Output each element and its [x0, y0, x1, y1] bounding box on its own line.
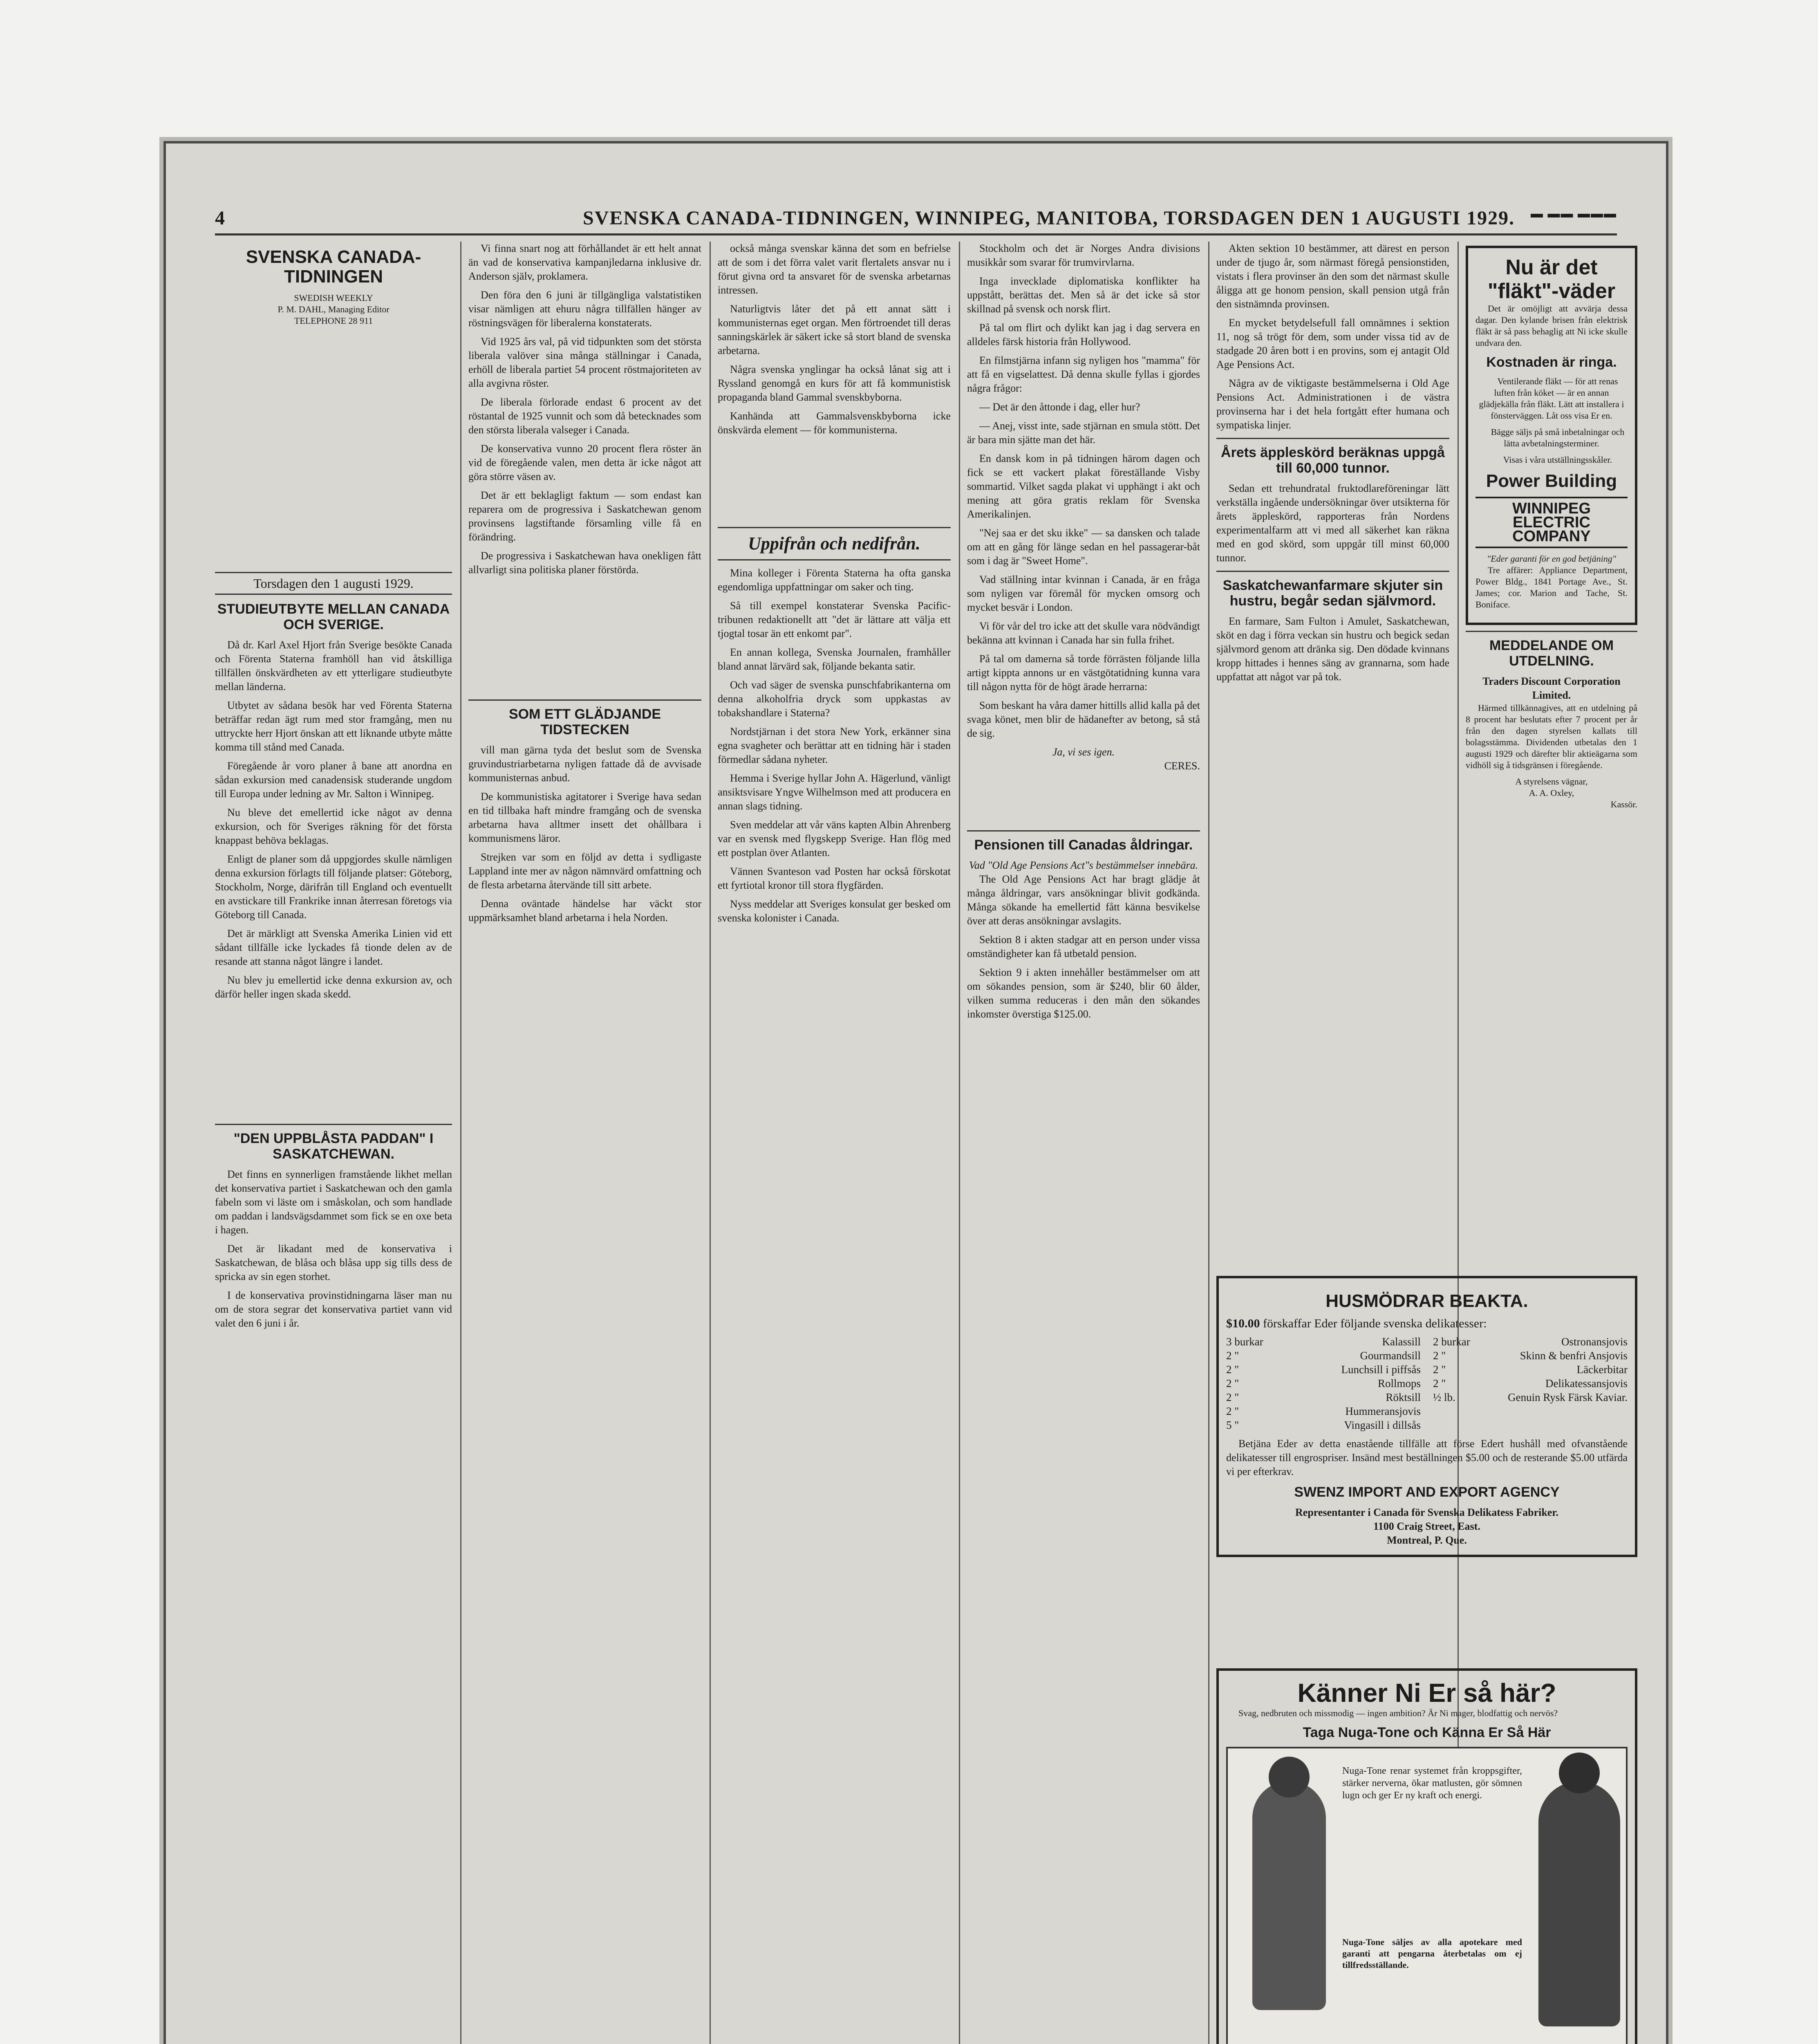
paragraph: Stockholm och det är Norges Andra divisions musikkår som svarar för trumvirvlarna.	[967, 242, 1200, 268]
ad-text: Det är omöjligt att avvärja dessa dagar. Den kylande brisen från elektrisk fläkt är så pass behaglig att Ni icke skulle undvara den.	[1475, 303, 1628, 348]
paragraph: också många svenskar känna det som en befrielse att de som i det förra valet varit flertalets ansvar nu i förut givna ord ta ansvaret för de svenska arbetarnas intressen.	[718, 242, 951, 296]
paragraph: Denna oväntade händelse har väckt stor uppmärksamhet bland arbetarna i hela Norden.	[468, 898, 701, 923]
article-subtitle: Vad "Old Age Pensions Act"s bestämmelser innebära.	[969, 859, 1198, 871]
nuga-guarantee: Nuga-Tone säljes av alla apotekare med garanti att pengarna återbetalas om ej tillfredsställande.	[1342, 1937, 1522, 1970]
paper-editor: P. M. DAHL, Managing Editor	[278, 304, 390, 314]
paragraph: Akten sektion 10 bestämmer, att därest en person under de tjugo år, som närmast föregå pensionstiden, vistats i flera provinser än den som det närmast skulle åligga att ge honom pension, skall pension utgå från den sistnämnda provinsen.	[1216, 242, 1449, 310]
paragraph: Och vad säger de svenska punschfabrikanterna om denna alkoholfria dryck som uppkastas av tobakshandlare i Staterna?	[718, 679, 951, 719]
paragraph: Det är likadant med de konservativa i Saskatchewan, de blåsa och blåsa upp sig tills dess de spricka av sin egen storhet.	[215, 1243, 452, 1282]
column-2	[468, 242, 701, 930]
ad-note: Bägge säljs på små inbetalningar och lätta avbetalningsterminer.	[1491, 427, 1625, 448]
notice-title: MEDDELANDE OM UTDELNING.	[1489, 638, 1614, 669]
notice-role: Kassör.	[1610, 799, 1637, 809]
paragraph: Sedan ett trehundratal fruktodlareföreningar lätt verkställa ingående undersökningar över utsikterna för årets äppleskörd, rapporteras från Nordens experimentalfarm att vi med all säkerhet kan räkna med en god skörd, som uppgår till minst 60,000 tunnor.	[1216, 482, 1449, 564]
paragraph: På tal om flirt och dylikt kan jag i dag servera en alldeles färsk historia från Hollywood.	[967, 322, 1200, 347]
paragraph: På tal om damerna så torde förrästen följande lilla artigt kippta annons ur en västgötatidning kunna vara till någon nytta för de högt ärade herrarna:	[967, 653, 1200, 693]
menu-item: 2 " Läckerbitar	[1433, 1363, 1628, 1376]
menu-item: 2 " Röktsill	[1226, 1391, 1421, 1403]
divider	[718, 559, 951, 560]
article-title: STUDIEUTBYTE MELLAN CANADA OCH SVERIGE.	[217, 601, 450, 632]
paragraph: Så till exempel konstaterar Svenska Pacific-tribunen redaktionellt att "det är lättare att välja ett tjogtal tosar än ett enkomt par".	[718, 600, 951, 639]
article-body	[215, 638, 452, 1001]
ad-building: Power Building	[1486, 471, 1617, 491]
figure-woman-left	[1252, 1781, 1326, 2010]
column-rule	[710, 242, 711, 2044]
paragraph: — Det är den åttonde i dag, eller hur?	[979, 401, 1140, 413]
column-rule	[460, 242, 461, 2044]
paragraph: Några av de viktigaste bestämmelserna i Old Age Pensions Act. Administrationen i de västra provinserna har i det hela fortgått efter humana och sympatiska linjer.	[1216, 377, 1449, 431]
paragraph: vill man gärna tyda det beslut som de Svenska gruvindustriarbetarna nyligen fattade då de avvisade kommunisternas anbud.	[468, 744, 701, 784]
article-title: SOM ETT GLÄDJANDE TIDSTECKEN	[508, 706, 661, 737]
menu-item: 2 " Hummeransjovis	[1226, 1405, 1421, 1417]
menu-item: 2 " Skinn & benfri Ansjovis	[1433, 1349, 1628, 1362]
delicatessen-ad	[1216, 1272, 1637, 1561]
menu-item: 5 " Vingasill i dillsås	[1226, 1419, 1421, 1431]
column-4	[967, 242, 1200, 1026]
newspaper-page	[163, 141, 1668, 2044]
article-title: Pensionen till Canadas åldringar.	[974, 837, 1193, 853]
paragraph: Det är märkligt att Svenska Amerika Linien vid ett sådant tillfälle icke lyckades få tionde delen av de resande att stanna något längre i landet.	[215, 928, 452, 967]
paragraph: Strejken var som en följd av detta i sydligaste Lappland inte mer av någon nämnvärd omfattning och de flesta arbetarna återvände till sitt arbete.	[468, 851, 701, 891]
agency-rep: Representanter i Canada för Svenska Delikatess Fabriker.	[1295, 1506, 1558, 1518]
masthead-title: SVENSKA CANADA-TIDNINGEN, WINNIPEG, MANITOBA, TORSDAGEN DEN 1 AUGUSTI 1929.	[583, 207, 1515, 229]
divider	[468, 699, 701, 701]
paragraph: The Old Age Pensions Act har bragt glädje åt många åldringar, vars ansökningar blivit godkända. Många sökande ha emellertid fått känna besvikelse över att deras ansökningar avslagits.	[967, 873, 1200, 927]
signature-name: CERES.	[1164, 760, 1200, 772]
paragraph: Hemma i Sverige hyllar John A. Hägerlund, vänligt ansiktsvisare Yngve Wilhelmson med att producera en annan slags tidning.	[718, 772, 951, 812]
paragraph: Utbytet av sådana besök har ved Förenta Staterna beträffar redan ägt rum med stor framgång, men nu uttryckte herr Hjort önskan att ett liknande utbyte måtte komma till stånd med Canada.	[215, 699, 452, 753]
agency-city: Montreal, P. Que.	[1387, 1534, 1467, 1546]
nuga-illustration	[1226, 1747, 1628, 2044]
paragraph: Sven meddelar att vår väns kapten Albin Ahrenberg var en svensk med flygskepp Sverige. Han flög med ett postplan över Atlanten.	[718, 819, 951, 858]
menu-left-list	[1226, 1335, 1421, 1432]
paragraph: De liberala förlorade endast 6 procent av det röstantal de 1925 vunnit och som då betecknades som den största liberala valseger i Canada.	[468, 396, 701, 436]
column-rule	[1208, 242, 1209, 2044]
paragraph: Vad ställning intar kvinnan i Canada, är en fråga som nyligen var föremål för mycken omsorg och mycket besvär i London.	[967, 574, 1200, 613]
paragraph: Kanhända att Gammalsvenskbyborna icke önskvärda element — för kommunisterna.	[718, 410, 951, 436]
article-body	[215, 1168, 452, 1330]
paragraph: Som beskant ha våra damer hittills allid kalla på det svaga könet, men blir de hädanefter av betong, så stå de sig.	[967, 699, 1200, 739]
issue-dateline: Torsdagen den 1 augusti 1929.	[215, 572, 452, 595]
paragraph: Det är ett beklagligt faktum — som endast kan reparera om de progressiva i Saskatchewan genom provinsens lagstiftande församling ville få en förändring.	[468, 489, 701, 543]
paragraph: Det finns en synnerligen framstående likhet mellan det konservativa partiet i Saskatchewan och den gamla fabeln som vi läste om i småskolan, och som handlade om paddan i landsvägsdammet som fick se en oxe beta i hagen.	[215, 1168, 452, 1236]
nuga-cta: Taga Nuga-Tone och Känna Er Så Här	[1303, 1725, 1551, 1740]
agency-name: SWENZ IMPORT AND EXPORT AGENCY	[1294, 1484, 1560, 1500]
ad-cost: Kostnaden är ringa.	[1486, 354, 1617, 370]
paragraph: "Nej saa er det sku ikke" — sa dansken och talade om att en gång för länge sedan en hel passagerar-båt som i dag är "Sweet Home".	[967, 527, 1200, 567]
figure-head-right	[1559, 1753, 1600, 1793]
paragraph: De kommunistiska agitatorer i Sverige hava sedan en tid tillbaka haft mindre framgång och de svenska arbetarna hava alltmer insett det ohållbara i kommunismens läror.	[468, 791, 701, 844]
column-3	[718, 242, 951, 930]
paper-subtitle: SWEDISH WEEKLY	[294, 293, 373, 303]
menu-right-list	[1433, 1335, 1628, 1432]
paragraph: Naturligtvis låter det på ett annat sätt i kommunisternas eget organ. Men förtroendet till deras sanningskärlek är säkert icke så stort bland de svenska arbetarna.	[718, 303, 951, 356]
menu-item: 2 " Rollmops	[1226, 1377, 1421, 1390]
paragraph: Några svenska ynglingar ha också lånat sig att i Ryssland genomgå en kurs för att få kommunistisk propaganda bland Gammal svenskbyborna.	[718, 363, 951, 403]
ad-stores: Tre affärer: Appliance Department, Power Bldg., 1841 Portage Ave., St. James; cor. Marion and Tache, St. Boniface.	[1475, 565, 1628, 610]
paragraph: Föregående år voro planer å bane att anordna en sådan exkursion med canadensisk studerande ungdom till Europa under ledning av Mr. Salton i Winnipeg.	[215, 760, 452, 800]
paragraph: Vi för vår del tro icke att det skulle vara nödvändigt bekänna att kvinnan i Canada har sin fulla frihet.	[967, 620, 1200, 646]
divider	[215, 1124, 452, 1125]
article-title: Saskatchewanfarmare skjuter sin hustru, begår sedan självmord.	[1222, 578, 1443, 609]
menu-footer: Betjäna Eder av detta enastående tillfälle att förse Edert hushåll med ofvanstående delikatesser till engrospriser. Insänd mest beställningen $5.00 och de resterande $5.00 utfärda vi per efterkrav.	[1226, 1438, 1628, 1477]
ad-slogan: "Eder garanti för en god betjäning"	[1487, 554, 1616, 564]
paragraph: Vid 1925 års val, på vid tidpunkten som det största liberala valöver sina många ställningar i Canada, erhöll de liberala partiet 54 procent röstmajoriteten av alla avgivna röster.	[468, 336, 701, 389]
divider	[718, 527, 951, 528]
divider	[1216, 571, 1449, 572]
notice-company: Traders Discount Corporation Limited.	[1482, 675, 1621, 701]
menu-item: 2 " Delikatessansjovis	[1433, 1377, 1628, 1390]
nuga-headline: Känner Ni Er så här?	[1297, 1678, 1556, 1708]
paragraph: Inga invecklade diplomatiska konflikter ha uppstått, berättas det. Men så är det icke så stor skillnad på svensk och norsk flirt.	[967, 275, 1200, 315]
paragraph: Vi finna snart nog att förhållandet är ett helt annat än vad de konservativa kampanjledarna inklusive dr. Anderson själv, proklamera.	[468, 242, 701, 282]
paragraph: Nu blev ju emellertid icke denna exkursion av, och därför heller ingen skada skedd.	[215, 974, 452, 1000]
figure-woman-right	[1538, 1781, 1620, 2026]
menu-item: 2 " Lunchsill i piffsås	[1226, 1363, 1421, 1376]
divider	[1466, 631, 1637, 632]
article-title: "DEN UPPBLÅSTA PADDAN" I SASKATCHEWAN.	[233, 1131, 434, 1162]
paragraph: Mina kolleger i Förenta Staterna ha ofta ganska egendomliga uppfattningar om saker och ting.	[718, 567, 951, 593]
figure-head-left	[1269, 1757, 1310, 1797]
column-rule	[959, 242, 960, 2044]
paragraph: Enligt de planer som då uppgjordes skulle nämligen denna exkursion förlagts till följande platser: Göteborg, Stockholm, Norge, därifrån till England och eventuellt en avstickare till Frankrike innan återresan företogs via Göteborg till Canada.	[215, 853, 452, 921]
notice-body: Härmed tillkännagives, att en utdelning på 8 procent har beslutats efter 7 procent per år från den dagen styrelsen kallats till bolagsstämma. Dividenden utbetalas den 1 augusti 1929 och därefter blir aktieägarna som vidhöll sig å tidsgränsen i föregående.	[1466, 703, 1637, 770]
paragraph: Sektion 8 i akten stadgar att en person under vissa omständigheter kan få utbetald pension.	[967, 934, 1200, 959]
electric-ad	[1466, 242, 1637, 810]
article-title: Årets äppleskörd beräknas uppgå till 60,000 tunnor.	[1221, 445, 1445, 476]
paper-telephone: TELEPHONE 28 911	[294, 316, 373, 326]
paragraph: I de konservativa provinstidningarna läser man nu om de stora segrar det konservativa partiet vann vid valet den 6 juni i år.	[215, 1289, 452, 1329]
paragraph: De progressiva i Saskatchewan hava onekligen fått allvarligt sina politiska planer förstörda.	[468, 550, 701, 576]
column-1	[215, 242, 452, 1335]
paragraph: Den föra den 6 juni är tillgängliga valstatistiken visar nämligen att ehuru några tillfällen hänger av röstningsvägen för liberalerna konstaterats.	[468, 289, 701, 329]
nuga-tone-ad-box	[1216, 1668, 1637, 2044]
company-logo: WINNIPEG ELECTRIC COMPANY	[1475, 497, 1628, 548]
nuga-sub: Svag, nedbruten och missmodig — ingen ambition? Är Ni mager, blodfattig och nervös?	[1238, 1708, 1558, 1718]
article-title: Uppifrån och nedifrån.	[748, 533, 920, 554]
paragraph: De konservativa vunno 20 procent flera röster än vid de föregående valen, men detta är icke något att göra större väsen av.	[468, 443, 701, 482]
paragraph: En farmare, Sam Fulton i Amulet, Saskatchewan, sköt en dag i förra veckan sin hustru och begick sedan självmord genom att dränka sig. Den dödade kvinnans kropp hittades i hennes säng av grannarna, som hade uppfattat att något var på tok.	[1216, 615, 1449, 683]
paragraph: Sektion 9 i akten innehåller bestämmelser om att om sökandes pension, som är $240, blir 60 ålder, vilken summa reduceras i den mån den sökandes inkomster överstiga $125.00.	[967, 966, 1200, 1020]
page-masthead	[215, 205, 1617, 235]
paragraph: En annan kollega, Svenska Journalen, framhåller bland annat lärvärd sak, följande bekanta satir.	[718, 646, 951, 672]
notice-signed: A styrelsens vägnar,	[1515, 776, 1588, 787]
menu-intro: förskaffar Eder följande svenska delikatesser:	[1263, 1317, 1487, 1330]
paper-nameplate: SVENSKA CANADA-TIDNINGEN	[246, 247, 421, 287]
paragraph: Då dr. Karl Axel Hjort från Sverige besökte Canada och Förenta Staterna framhöll han vid åtskilliga tillfällen önskvärdheten av ett ytterligare studieutbyte mellan länderna.	[215, 639, 452, 693]
column-5	[1216, 242, 1449, 986]
delicatessen-ad-box	[1216, 1276, 1637, 1557]
paragraph: Nordstjärnan i det stora New York, erkänner sina egna svagheter och berättar att en tidning här i staden förmedlar sådana nyheter.	[718, 726, 951, 765]
paragraph: Nu bleve det emellertid icke något av denna exkursion, och för Sveriges räkning för det första knappast behöva beklagas.	[215, 807, 452, 846]
menu-item: 2 " Gourmandsill	[1226, 1349, 1421, 1362]
paragraph: En dansk kom in på tidningen härom dagen och fick se ett vackert plakat föreställande Visby sommartid. Vilket sagda plakat vi upphängt i akt och mening att göra gratis reklam för Svenska Amerikalinjen.	[967, 453, 1200, 520]
menu-item: ½ lb. Genuin Rysk Färsk Kaviar.	[1433, 1391, 1628, 1403]
paragraph: Vännen Svanteson vad Posten har också förskotat ett fyrtiotal kronor till stora flygfärden.	[718, 865, 951, 891]
notice-name: A. A. Oxley,	[1529, 788, 1574, 798]
paragraph: Nyss meddelar att Sveriges konsulat ger besked om svenska kolonister i Canada.	[718, 898, 951, 924]
masthead-marks: ▬ ▬▬ ▬▬▬	[1531, 207, 1617, 220]
nuga-tone-ad	[1216, 1664, 1637, 2044]
nuga-body: Nuga-Tone renar systemet från kroppsgifter, stärker nerverna, ökar matlusten, gör sömnen lugn och ger Er ny kraft och energi.	[1342, 1766, 1522, 1801]
paragraph: En filmstjärna infann sig nyligen hos "mamma" för att få en vigselattest. Då denna skulle fyllas i gjordes några frågor:	[967, 354, 1200, 394]
menu-item: 3 burkar Kalassill	[1226, 1336, 1421, 1348]
ad-headline: Nu är det "fläkt"-väder	[1487, 256, 1616, 303]
ad-details: Ventilerande fläkt — för att renas luften från köket — är en annan glädjekälla från fläkt. Lätt att installera i fönsterväggen. Låt oss visa Er en.	[1479, 376, 1624, 421]
menu-price: $10.00	[1226, 1317, 1260, 1330]
divider	[967, 830, 1200, 831]
divider	[1216, 438, 1449, 439]
ad-show: Visas i våra utställningsskåler.	[1503, 455, 1612, 465]
signature-line: Ja, vi ses igen.	[1052, 746, 1115, 758]
paragraph: En mycket betydelsefull fall omnämnes i sektion 11, nog så trögt för dem, som under vissa tid av de stadgade 20 åren bott i en provins, som ej antagit Old Age Pensions Act.	[1216, 317, 1449, 370]
page-number: 4	[215, 207, 226, 229]
menu-item: 2 burkar Ostronansjovis	[1433, 1336, 1628, 1348]
agency-address: 1100 Craig Street, East.	[1373, 1520, 1480, 1532]
paragraph: — Anej, visst inte, sade stjärnan en smula stött. Det är bara min sjätte man det här.	[967, 420, 1200, 446]
menu-title: HUSMÖDRAR BEAKTA.	[1325, 1291, 1528, 1311]
electric-ad-box	[1466, 246, 1637, 625]
